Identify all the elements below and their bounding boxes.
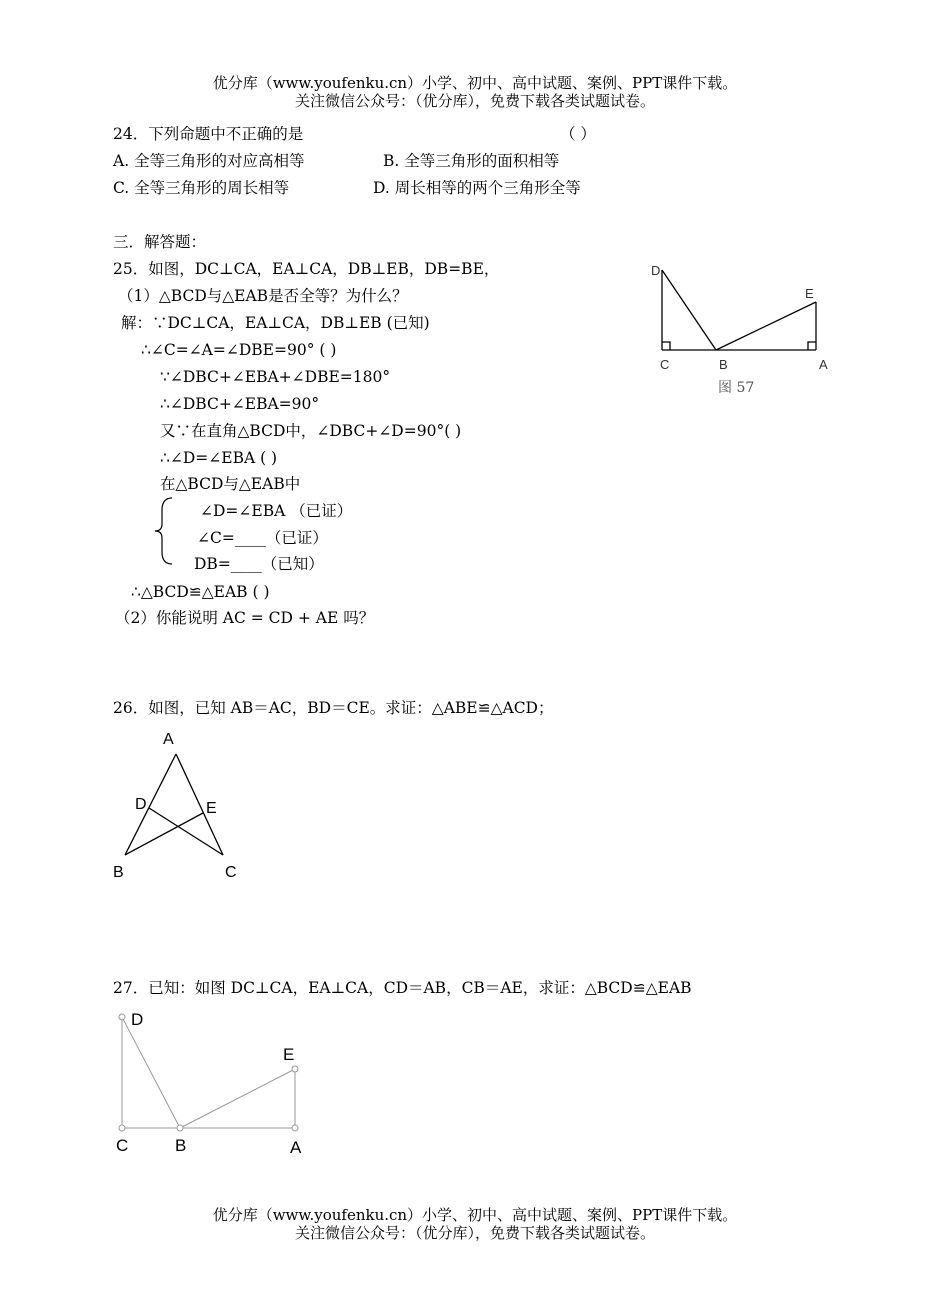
label-b: B [113,864,124,881]
point-e [292,1066,298,1072]
label-e: E [206,800,217,817]
segment-be [125,813,203,855]
q25-brace-line: ∠D=∠EBA （已证） [200,502,353,520]
q24-option-d: D. 周长相等的两个三角形全等 [373,179,581,197]
label-a: A [163,731,174,748]
q25-solution-line: 解：∵DC⊥CA，EA⊥CA，DB⊥EB (已知) [121,314,430,332]
point-d [119,1014,125,1020]
header-line-1: 优分库（www.youfenku.cn）小学、初中、高中试题、案例、PPT课件下载。 [212,74,738,92]
label-b: B [175,1136,187,1155]
q25-brace-line: DB=____（已知） [194,555,324,573]
label-c: C [660,357,670,372]
q25-stem: 25．如图，DC⊥CA，EA⊥CA，DB⊥EB，DB=BE， [113,260,500,278]
label-a: A [290,1138,302,1157]
section-title: 三．解答题： [113,233,207,251]
right-angle-mark-a [808,342,816,350]
q25-brace-line: ∠C=____（已证） [197,529,328,547]
label-a: A [819,357,828,372]
figure-caption: 图 57 [718,380,755,396]
q25-solution-line: ∴∠D=∠EBA ( ) [160,449,278,467]
q25-solution-line: ∴∠C=∠A=∠DBE=90° ( ) [141,341,337,359]
q25-solution-line: 又∵在直角△BCD中，∠DBC+∠D=90°( ) [160,422,462,440]
q26-figure [105,722,250,887]
q24-option-c: C. 全等三角形的周长相等 [113,179,290,197]
label-c: C [225,864,237,881]
point-a [292,1125,298,1131]
point-b [177,1125,183,1131]
label-c: C [116,1136,129,1155]
segment-db [122,1017,180,1128]
segment-db [662,270,716,350]
q24-answer-bracket: （ ） [560,125,596,143]
q25-solution-line: 在△BCD与△EAB中 [160,475,301,493]
q24-option-b: B. 全等三角形的面积相等 [383,152,560,170]
q25-solution-line: ∴∠DBC+∠EBA=90° [160,395,320,413]
label-e: E [283,1045,295,1064]
segment-be [716,302,816,350]
q25-part1: （1）△BCD与△EAB是否全等？为什么？ [118,287,408,305]
point-c [119,1125,125,1131]
curly-brace [152,496,176,566]
right-angle-mark-c [662,342,670,350]
segment-be [180,1069,295,1128]
footer-line-2: 关注微信公众号：（优分库），免费下载各类试题试卷。 [294,1224,655,1242]
q27-figure [105,1005,335,1165]
q24-stem: 24．下列命题中不正确的是 [113,125,304,143]
label-b: B [719,357,728,372]
q24-option-a: A. 全等三角形的对应高相等 [113,152,305,170]
label-d: D [131,1010,144,1029]
footer-line-1: 优分库（www.youfenku.cn）小学、初中、高中试题、案例、PPT课件下载。 [212,1206,738,1224]
q26-stem: 26．如图，已知 AB＝AC，BD＝CE。求证：△ABE≌△ACD； [113,699,554,717]
q25-conclusion: ∴△BCD≌△EAB ( ) [131,583,270,601]
label-d: D [135,796,147,813]
q27-stem: 27．已知：如图 DC⊥CA，EA⊥CA，CD＝AB，CB＝AE，求证：△BCD≌△EAB [113,979,692,997]
q25-solution-line: ∵∠DBC+∠EBA+∠DBE=180° [160,368,391,386]
header-line-2: 关注微信公众号：（优分库），免费下载各类试题试卷。 [294,92,655,110]
label-e: E [805,286,814,301]
label-d: D [651,263,661,278]
segment-ab [125,754,176,855]
q25-part2: （2）你能说明 AC = CD + AE 吗？ [115,609,375,627]
